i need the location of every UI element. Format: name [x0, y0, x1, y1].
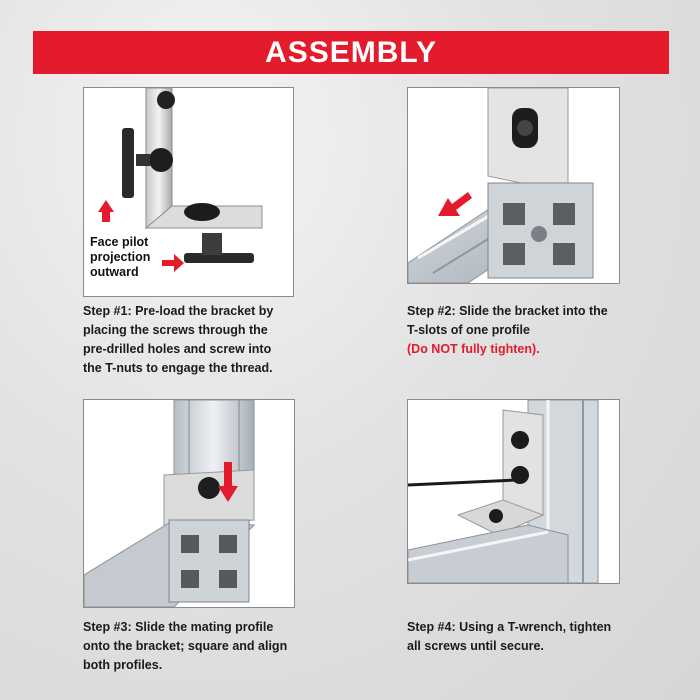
step-3-image [83, 399, 295, 608]
step-1-line-4: the T-nuts to engage the thread. [83, 361, 273, 375]
step-3-line-3: both profiles. [83, 658, 163, 672]
red-arrow-diagonal-icon [438, 192, 472, 216]
step-2-line-2: T-slots of one profile [407, 323, 530, 337]
step-2-line-1: Step #2: Slide the bracket into the [407, 304, 608, 318]
bracket-slide-illustration [408, 88, 619, 283]
callout-line-1: Face pilot [90, 235, 149, 249]
step-4-line-2: all screws until secure. [407, 639, 544, 653]
step-3-line-2: onto the bracket; square and align [83, 639, 288, 653]
step-4-line-1: Step #4: Using a T-wrench, tighten [407, 620, 612, 634]
step-2-warning: (Do NOT fully tighten). [407, 342, 540, 356]
t-wrench-icon [408, 480, 516, 485]
step-4-caption [407, 618, 647, 656]
step-1-line-2: placing the screws through the [83, 323, 268, 337]
step-2-image [407, 87, 620, 284]
banner-title: ASSEMBLY [265, 36, 437, 69]
tighten-illustration [408, 400, 619, 583]
step-3-caption [83, 618, 313, 675]
step-1-caption [83, 302, 313, 378]
callout-line-2: projection [90, 250, 151, 264]
step-3-line-1: Step #3: Slide the mating profile [83, 620, 274, 634]
red-arrow-right-icon [162, 254, 184, 272]
callout-line-3: outward [90, 265, 139, 279]
step-4-image [407, 399, 620, 584]
red-arrow-up-icon [98, 200, 114, 222]
step-2-caption [407, 302, 647, 359]
assembly-banner [33, 31, 669, 74]
mating-profile-illustration [84, 400, 294, 607]
step-1-image [83, 87, 294, 297]
step-1-line-3: pre-drilled holes and screw into [83, 342, 272, 356]
step-1-line-1: Step #1: Pre-load the bracket by [83, 304, 274, 318]
pilot-callout [90, 235, 150, 280]
